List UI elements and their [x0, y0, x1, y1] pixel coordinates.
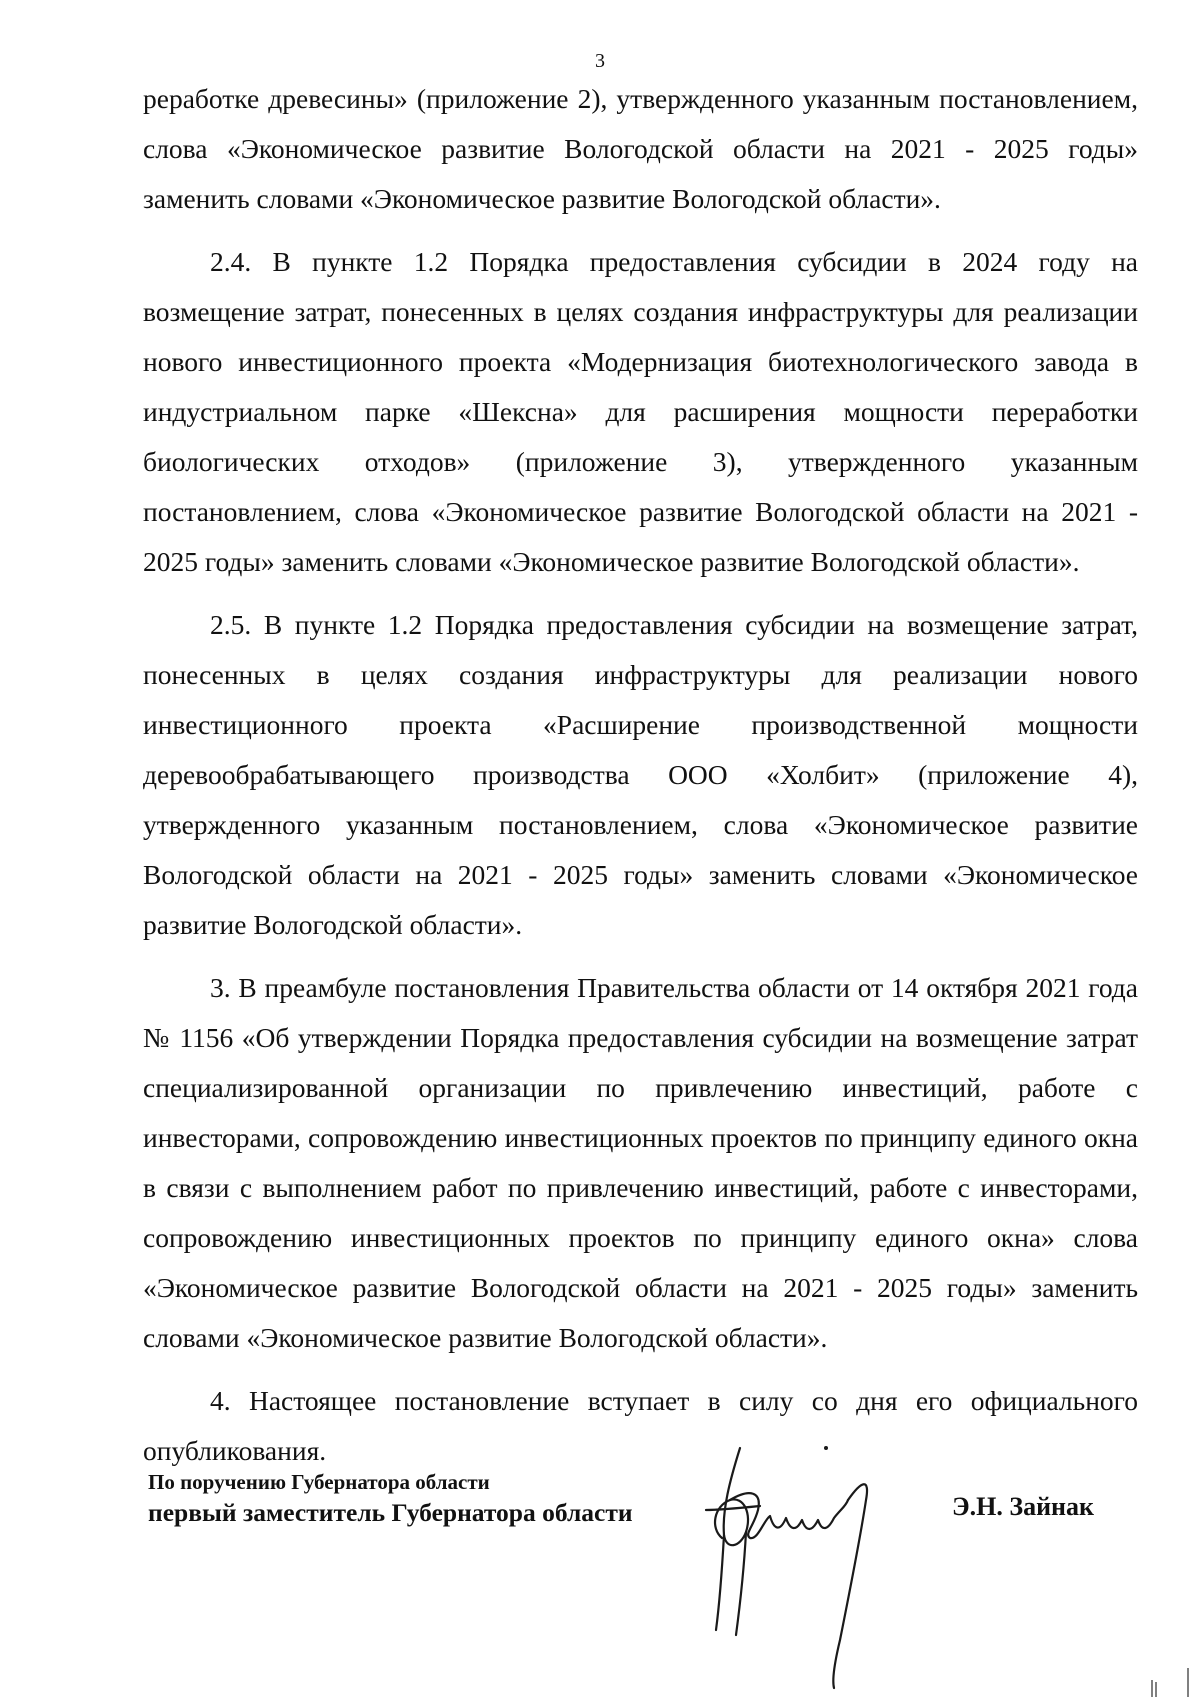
page-number: 3 [595, 50, 605, 72]
paragraph-continuation: реработке древесины» (приложение 2), утвержденного указанным постановлением, слова «Экономическое развитие Вологодской области на 2021 - 2025 годы» заменить словами «Экономическое развитие Вологодской области». [143, 83, 1138, 214]
handwritten-signature [700, 1440, 930, 1690]
paragraph-4: 4. Настоящее постановление вступает в силу со дня его официального опубликования. [143, 1385, 1138, 1466]
signatory-title [148, 1468, 633, 1530]
paragraph-2-4: 2.4. В пункте 1.2 Порядка предоставления субсидии в 2024 году на возмещение затрат, понесенных в целях создания инфраструктуры для реализации нового инвестиционного проекта «Модернизация биотехнологического завода в индустриальном парке «Шексна» для расширения мощности переработки биологических отходов» (приложение 3), утвержденного указанным постановлением, слова «Экономическое развитие Вологодской области на 2021 - 2025 годы» заменить словами «Экономическое развитие Вологодской области». [143, 246, 1138, 577]
paragraph-3: 3. В преамбуле постановления Правительства области от 14 октября 2021 года № 1156 «Об утверждении Порядка предоставления субсидии на возмещение затрат специализированной организации по привлечению инвестиций, работе с инвесторами, сопровождению инвестиционных проектов по принципу единого окна в связи с выполнением работ по привлечению инвестиций, работе с инвесторами, сопровождению инвестиционных проектов по принципу единого окна» слова «Экономическое развитие Вологодской области на 2021 - 2025 годы» заменить словами «Экономическое развитие Вологодской области». [143, 972, 1138, 1353]
document-body [143, 74, 1138, 1476]
signatory-title-line-2: первый заместитель Губернатора области [148, 1498, 633, 1527]
paragraph-2-5: 2.5. В пункте 1.2 Порядка предоставления субсидии на возмещение затрат, понесенных в целях создания инфраструктуры для реализации нового инвестиционного проекта «Расширение производственной мощности деревообрабатывающего производства ООО «Холбит» (приложение 4), утвержденного указанным постановлением, слова «Экономическое развитие Вологодской области на 2021 - 2025 годы» заменить словами «Экономическое развитие Вологодской области». [143, 609, 1138, 940]
scan-edge-marks [1150, 1660, 1195, 1697]
signatory-name: Э.Н. Зайнак [952, 1492, 1095, 1521]
signatory-title-line-1: По поручению Губернатора области [148, 1470, 490, 1494]
